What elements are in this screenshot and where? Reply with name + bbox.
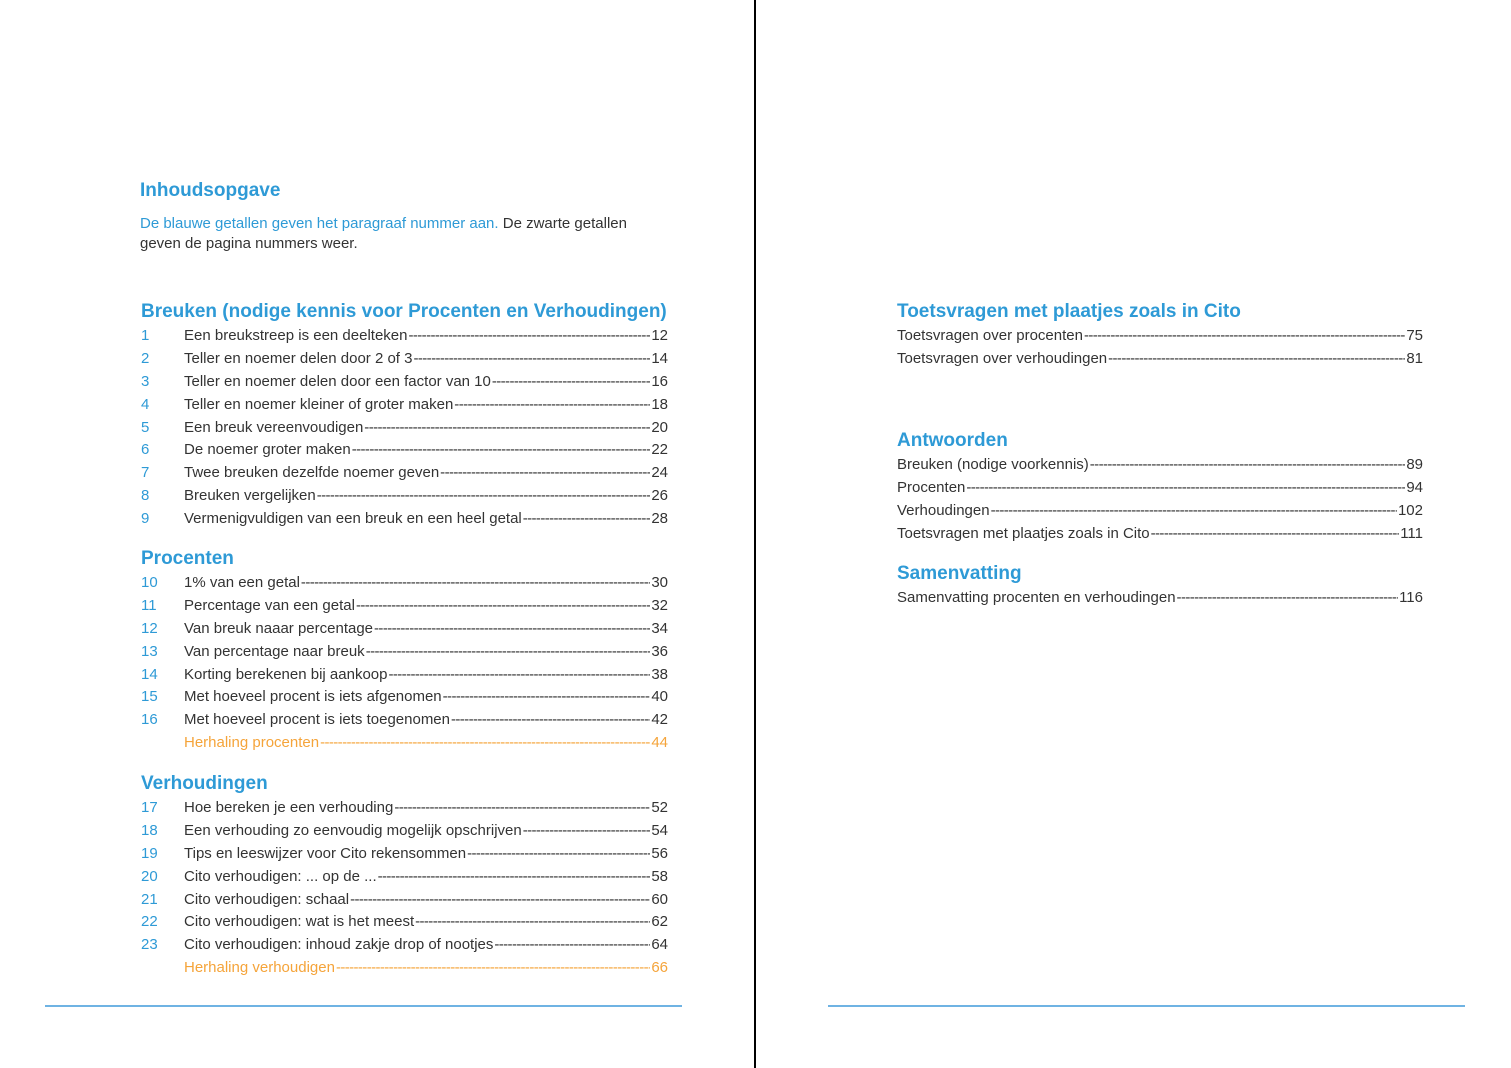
page-number: 89	[1406, 456, 1423, 473]
toc-entry[interactable]	[141, 485, 668, 508]
dot-leader	[350, 889, 650, 912]
section-toetsvragen	[897, 299, 1423, 371]
page-number: 75	[1406, 327, 1423, 344]
paragraph-number: 5	[141, 418, 150, 436]
right-page	[757, 0, 1511, 1068]
section-heading: Antwoorden	[897, 430, 1008, 451]
toc-entry[interactable]	[141, 911, 668, 934]
paragraph-number: 10	[141, 574, 158, 591]
toc-entry[interactable]	[141, 508, 668, 531]
page-spine-divider	[754, 0, 756, 1068]
toc-entry[interactable]	[141, 394, 668, 417]
toc-entry[interactable]	[897, 348, 1423, 371]
page-number: 36	[651, 642, 668, 660]
dot-leader	[378, 866, 651, 889]
toc-entry[interactable]	[897, 587, 1423, 610]
paragraph-number: 14	[141, 665, 158, 683]
dot-leader	[1090, 454, 1406, 477]
page-number: 102	[1397, 501, 1423, 519]
paragraph-number: 2	[141, 349, 150, 367]
dot-leader	[366, 641, 651, 664]
paragraph-number: 13	[141, 642, 158, 660]
section-heading: Verhoudingen	[141, 773, 268, 794]
section-procenten	[141, 546, 668, 755]
page-number: 38	[651, 665, 668, 683]
toc-entry[interactable]	[141, 371, 668, 394]
page-number: 111	[1400, 524, 1423, 542]
dot-leader	[494, 934, 650, 957]
dot-leader	[374, 618, 650, 641]
page-number: 20	[651, 418, 668, 436]
entry-title: Een verhouding zo eenvoudig mogelijk opschrijven	[184, 821, 522, 839]
page-number: 18	[651, 395, 668, 413]
footer-divider	[828, 1005, 1465, 1007]
section-breuken	[141, 299, 668, 531]
toc-entry[interactable]	[141, 709, 668, 732]
dot-leader	[523, 508, 651, 531]
paragraph-number: 16	[141, 711, 158, 729]
dot-leader	[408, 325, 650, 348]
entry-title: Met hoeveel procent is iets toegenomen	[184, 711, 450, 729]
entry-title: Toetsvragen over verhoudingen	[897, 349, 1108, 367]
dot-leader	[440, 462, 650, 485]
entry-title: Percentage van een getal	[184, 596, 355, 614]
dot-leader	[388, 664, 650, 687]
toc-entry[interactable]	[141, 889, 668, 912]
page-number: 14	[651, 349, 668, 367]
paragraph-number: 6	[141, 441, 150, 459]
dot-leader	[1108, 348, 1405, 371]
dot-leader	[1151, 523, 1400, 546]
entry-title: Een breuk vereenvoudigen	[184, 418, 364, 436]
page-number: 22	[651, 441, 668, 459]
paragraph-number: 18	[141, 821, 158, 839]
dot-leader	[413, 348, 650, 371]
page-number: 54	[651, 821, 668, 839]
entry-title: Cito verhoudigen: wat is het meest	[184, 913, 415, 931]
entry-title: Cito verhoudigen: ... op de ...	[184, 867, 377, 885]
paragraph-number: 15	[141, 688, 158, 706]
entry-title: Van percentage naar breuk	[184, 642, 365, 660]
toc-entry[interactable]	[141, 664, 668, 687]
entry-title: De noemer groter maken	[184, 441, 351, 459]
toc-entry[interactable]	[141, 934, 668, 957]
paragraph-number: 9	[141, 510, 150, 528]
page-number: 44	[651, 734, 668, 752]
dot-leader	[317, 485, 651, 508]
paragraph-number: 23	[141, 936, 158, 954]
paragraph-number: 8	[141, 487, 150, 505]
page-number: 58	[651, 867, 668, 885]
entry-title: Met hoeveel procent is iets afgenomen	[184, 688, 442, 706]
paragraph-number: 19	[141, 844, 158, 862]
section-antwoorden	[897, 428, 1423, 546]
dot-leader	[966, 477, 1405, 500]
entry-title: Herhaling verhoudigen	[184, 959, 335, 977]
entry-title: Cito verhoudigen: inhoud zakje drop of nootjes	[184, 936, 494, 954]
toc-entry[interactable]	[141, 686, 668, 709]
entry-title: Een breukstreep is een deelteken	[184, 327, 408, 344]
toc-entry[interactable]	[141, 866, 668, 889]
entry-title: Breuken (nodige voorkennis)	[897, 456, 1089, 473]
toc-entry[interactable]	[897, 325, 1423, 348]
dot-leader	[1177, 587, 1399, 610]
entry-title: 1% van een getal	[184, 574, 300, 591]
entry-title: Breuken vergelijken	[184, 487, 316, 505]
paragraph-number: 11	[141, 596, 157, 614]
page-number: 66	[651, 959, 668, 977]
dot-leader	[352, 439, 651, 462]
page-number: 81	[1406, 349, 1423, 367]
dot-leader	[320, 732, 650, 755]
page-number: 42	[651, 711, 668, 729]
page-number: 24	[651, 464, 668, 482]
dot-leader	[336, 957, 650, 980]
paragraph-number: 1	[141, 327, 150, 344]
toc-entry[interactable]	[141, 957, 668, 980]
toc-entry[interactable]	[141, 732, 668, 755]
section-heading: Samenvatting	[897, 563, 1022, 584]
toc-entry[interactable]	[141, 641, 668, 664]
toc-entry[interactable]	[897, 477, 1423, 500]
entry-title: Van breuk naaar percentage	[184, 619, 374, 637]
toc-entry[interactable]	[141, 325, 668, 348]
toc-entry[interactable]	[141, 797, 668, 820]
entry-title: Teller en noemer delen door 2 of 3	[184, 349, 413, 367]
page-number: 94	[1406, 478, 1423, 496]
entry-title: Procenten	[897, 478, 966, 496]
paragraph-number: 4	[141, 395, 150, 413]
paragraph-number: 3	[141, 372, 150, 390]
paragraph-number: 21	[141, 890, 158, 908]
dot-leader	[301, 572, 650, 595]
toc-entry[interactable]	[141, 417, 668, 440]
page-number: 60	[651, 890, 668, 908]
dot-leader	[467, 843, 650, 866]
paragraph-number: 12	[141, 619, 158, 637]
dot-leader	[492, 371, 650, 394]
paragraph-number: 7	[141, 464, 150, 482]
dot-leader	[364, 417, 650, 440]
footer-divider	[45, 1005, 682, 1007]
section-samenvatting	[897, 561, 1423, 610]
section-heading: Procenten	[141, 548, 234, 569]
entry-title: Toetsvragen met plaatjes zoals in Cito	[897, 524, 1150, 542]
section-heading: Breuken (nodige kennis voor Procenten en Verhoudingen)	[141, 301, 667, 322]
dot-leader	[443, 686, 651, 709]
entry-title: Cito verhoudigen: schaal	[184, 890, 350, 908]
entry-title: Verhoudingen	[897, 501, 990, 519]
dot-leader	[451, 709, 650, 732]
page-number: 12	[651, 327, 668, 344]
dot-leader	[991, 500, 1397, 523]
toc-entry[interactable]	[897, 523, 1423, 546]
page-number: 16	[651, 372, 668, 390]
entry-title: Korting berekenen bij aankoop	[184, 665, 388, 683]
page-number: 52	[651, 799, 668, 816]
page-number: 40	[651, 688, 668, 706]
entry-title: Teller en noemer kleiner of groter maken	[184, 395, 454, 413]
toc-entry[interactable]	[897, 454, 1423, 477]
toc-title: Inhoudsopgave	[140, 180, 281, 201]
page-number: 30	[651, 574, 668, 591]
toc-entry[interactable]	[141, 439, 668, 462]
page-number: 34	[651, 619, 668, 637]
dot-leader	[523, 820, 651, 843]
toc-entry[interactable]	[141, 572, 668, 595]
paragraph-number: 20	[141, 867, 158, 885]
intro-text	[140, 214, 660, 253]
entry-title: Samenvatting procenten en verhoudingen	[897, 589, 1176, 606]
dot-leader	[356, 595, 650, 618]
dot-leader	[415, 911, 650, 934]
entry-title: Tips en leeswijzer voor Cito rekensommen	[184, 844, 467, 862]
page-number: 32	[651, 596, 668, 614]
entry-title: Twee breuken dezelfde noemer geven	[184, 464, 440, 482]
dot-leader	[394, 797, 650, 820]
left-page	[0, 0, 754, 1068]
entry-title: Toetsvragen over procenten	[897, 327, 1083, 344]
section-heading: Toetsvragen met plaatjes zoals in Cito	[897, 301, 1241, 322]
toc-entry[interactable]	[141, 618, 668, 641]
paragraph-number: 17	[141, 799, 158, 816]
intro-blue-text: De blauwe getallen geven het paragraaf nummer aan.	[140, 215, 499, 232]
toc-entry[interactable]	[141, 595, 668, 618]
page-number: 116	[1399, 589, 1423, 606]
dot-leader	[1084, 325, 1405, 348]
entry-title: Vermenigvuldigen van een breuk en een heel getal	[184, 510, 522, 528]
entry-title: Teller en noemer delen door een factor van 10	[184, 372, 491, 390]
page-number: 62	[651, 913, 668, 931]
toc-entry[interactable]	[141, 462, 668, 485]
toc-entry[interactable]	[141, 348, 668, 371]
intro-black-text: De zwarte getallen geven de pagina nummers weer.	[140, 215, 627, 252]
toc-entry[interactable]	[141, 843, 668, 866]
page-number: 26	[651, 487, 668, 505]
section-verhoudingen	[141, 771, 668, 980]
dot-leader	[454, 394, 650, 417]
page-number: 64	[651, 936, 668, 954]
entry-title: Hoe bereken je een verhouding	[184, 799, 394, 816]
toc-entry[interactable]	[897, 500, 1423, 523]
toc-entry[interactable]	[141, 820, 668, 843]
entry-title: Herhaling procenten	[184, 734, 320, 752]
page-number: 56	[651, 844, 668, 862]
page-number: 28	[651, 510, 668, 528]
paragraph-number: 22	[141, 913, 158, 931]
